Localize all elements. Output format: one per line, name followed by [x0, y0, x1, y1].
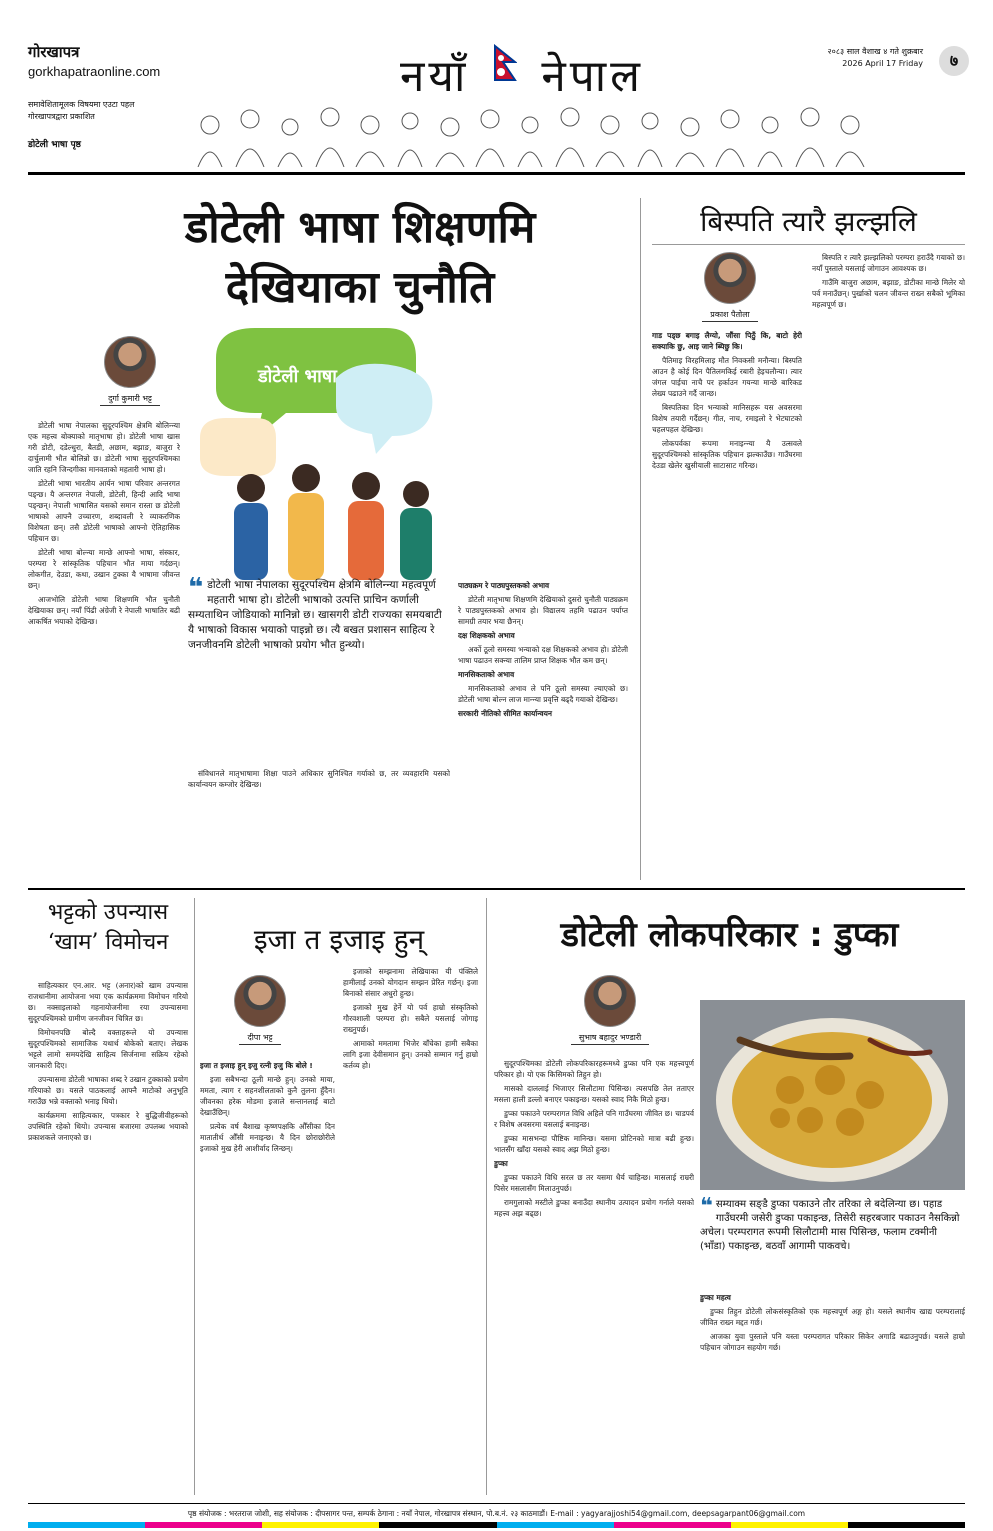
lead-headline: [100, 198, 620, 318]
lead-column-2: [458, 578, 628, 880]
lead-author: [80, 336, 180, 406]
paragraph: डोटेली भाषा नेपालका सुदूरपश्चिम क्षेत्रमि बोलिन्न्या एक महत्त्व बोक्याको मातृभाषा हो। डोटेली भाषा खास गरी डोटी, दडेल्धुरा, बैतडी, अछाम, बझाङ, बाजुरा रे दार्चुलामी भौत बोलिन्नो छ। डोटेली भाषा सुदूरपश्चिमका जाति रहनि जिन्दगीका मानवताको महतारी भाषा हो।: [28, 421, 180, 474]
subheading: मानसिकताको अभाव: [458, 670, 515, 679]
author-name: प्रकाश पैतोला: [702, 308, 757, 322]
author-name: सुभाष बहादुर भण्डारी: [571, 1031, 649, 1045]
section-label: डोटेली भाषा पृष्ठ: [28, 140, 81, 150]
doteli-bhasha-illustration: [196, 318, 446, 580]
lead-column-1: [28, 420, 180, 880]
paragraph: रामगुलाको मस्टीले डुप्का बनाउँदा स्थानीय उत्पादन प्रयोग गर्नाले यसको महत्त्व अझ बढ्छ।: [494, 1198, 694, 1218]
author-name: दीपा भट्ट: [239, 1031, 280, 1045]
yellow-mark: [731, 1522, 848, 1528]
paragraph: उपन्यासमा डोटेली भाषाका शब्द रे उखान टुक्काको प्रयोग गरियाको छ। यसले पाठकलाई आफ्नै माटोको अनुभूति गराउँछ भन्ने वक्ताको भनाइ थियो।: [28, 1075, 188, 1106]
title-right: नेपाल: [541, 51, 644, 102]
website-url[interactable]: gorkhapatraonline.com: [28, 64, 161, 79]
footer-credits: पृष्ठ संयोजक : भरतराज जोशी, सह संयोजक : दीपसागर पन्त, सम्पर्क ठेगाना : नयाँ नेपाल, गोरखापत्र संस्थान, पो.ब.नं. २३ काठमाडौं। E-mail : yagyarajjoshi54@gmail.com, deepsagarpant06@gmail.com: [28, 1503, 965, 1519]
paragraph: प्रत्येक वर्ष बैशाख कृष्णपक्षकि औँसीका दिन मातातीर्थ औँसी मनाइन्छ। यै दिन छोराछोरीले इजाको मुख हेरी आशीर्वाद लिन्छन्।: [200, 1122, 335, 1153]
title-left: नयाँ: [400, 51, 470, 102]
poem-column-1: [200, 1058, 335, 1495]
poem-lead: इजा त इजाइ हुन् इजु रत्नी इजु कि बोले !: [200, 1061, 313, 1070]
author-avatar: [704, 252, 756, 304]
dish-column-2: [700, 1290, 965, 1495]
paragraph: लोकपर्वका रूपमा मनाइन्न्या यै उत्सवले सुदूरपश्चिमको सांस्कृतिक पहिचान झल्काउँछ। गाउँघरमा देउडा खेलेर खुसीयाली साटासाट गरिन्छ।: [652, 439, 802, 470]
paragraph: पैतिमाइ विरहमिलाइ मौत निवकसी मनौन्या। बिस्पति आउन है कोई दिन पैतिलमकिई रबारी हेइचलौन्या। त्यार जंगल पाईचा नाचै पर हर्काउन गयन्या मान्छे बारिकड लेख्य पढाउने गर्दै जान्छ।: [652, 356, 802, 398]
author-avatar: [584, 975, 636, 1027]
opinion-rule: [652, 244, 965, 245]
tagline-line-2: गोरखापत्रद्वारा प्रकाशित: [28, 112, 95, 121]
pullquote-text: डोटेली भाषा नेपालका सुदूरपश्चिम क्षेत्रमि बोलिन्न्या महत्वपूर्ण महतारी भाषा हो। डोटेली भाषाको उत्पत्ति प्राचिन कर्णाली सम्यताथिन जोडियाको मानिन्नो छ। खासगरी डोटी राज्यका समयबाटी यै भाषाको विकास भयाको पाइन्नो छ। त्यै बखत प्रशासन साहित्य रे जनजीवनमि डोटेली भाषाको प्रयोग भौत हुन्थ्यो।: [188, 579, 442, 651]
poem-headline: इजा त इजाइ हुन्: [253, 923, 425, 956]
opinion-column-2: [812, 252, 965, 880]
section-rule: [28, 888, 965, 890]
paragraph: मानसिकताको अभाव ले पनि ठूलो समस्या ल्याएको छ। डोटेली भाषा बोल्न लाज मान्न्या प्रवृत्ति बढ्दै गयाको देखिन्छ।: [458, 684, 628, 704]
poem-author: [220, 975, 300, 1045]
tagline-line-1: समावेशितामूलक विषयमा एउटा पहल: [28, 100, 135, 109]
magenta-mark: [614, 1522, 731, 1528]
author-avatar: [104, 336, 156, 388]
subheading: डुप्का: [494, 1159, 508, 1168]
column-divider: [194, 898, 195, 1495]
subheading: सरकारी नीतिको सीमित कार्यान्वयन: [458, 709, 552, 718]
paragraph: डुप्का मासभन्दा पौष्टिक मानिन्छ। यसमा प्रोटिनको मात्रा बढी हुन्छ। भातसँग खाँदा यसको स्वाद अझ मिठो हुन्छ।: [494, 1134, 694, 1154]
column-divider: [486, 898, 487, 1495]
yellow-mark: [262, 1522, 379, 1528]
dish-column-1: [494, 1058, 694, 1495]
lead-headline-line-1: डोटेली भाषा शिक्षणमि: [184, 202, 536, 253]
paragraph: डुप्का पकाउने परम्परागत विधि अहिले पनि गाउँघरमा जीवित छ। चाडपर्व र विशेष अवसरमा यसलाई बनाइन्छ।: [494, 1109, 694, 1129]
dish-photo-caption: [700, 1194, 960, 1254]
paragraph: आमाको ममतामा भिजेर बाँचेका हामी सबैका लागि इजा देवीसमान हुन्। उनको सम्मान गर्नु हाम्रो कर्तव्य हो।: [343, 1039, 478, 1070]
paragraph: गाउँमि बाजुरा अछाम, बझाङ, डोटीका मान्छे मिलेर यो पर्व मनाउँछन्। पुर्खाको चलन जीवन्त राख्न सबैको भूमिका महत्वपूर्ण छ।: [812, 278, 965, 309]
paragraph: आजभोलि डोटेली भाषा शिक्षणमि भौत चुनौती देखियाका छन्। नयाँ पिंढी अंग्रेजी रे नेपाली भाषातिर बढी आकर्षित भयाको देखिन्छ।: [28, 595, 180, 626]
quote-icon: ❝: [188, 573, 204, 603]
quote-icon: ❝: [700, 1194, 713, 1219]
crowd-illustration: [190, 95, 890, 167]
paragraph: आजका युवा पुस्ताले पनि यस्ता परम्परागत परिकार सिकेर अगाडि बढाउनुपर्छ। यसले हाम्रो पहिचान जोगाउन सहयोग गर्छ।: [700, 1332, 965, 1352]
column-divider: [640, 198, 641, 880]
illustration-label: डोटेली भाषा: [258, 366, 337, 387]
paragraph: डोटेली भाषा भारतीय आर्यन भाषा परिवार अन्तरगत पड्न्छ। यै अन्तरगत नेपाली, डोटेली, हिन्दी आदि भाषा पड्न्छन्। नेपाली भाषासित यसको समान रास्ता छ डोटेली भाषाको आफ्नै उच्चारण, शब्दावली रे व्याकरणिक विशेषता छन्। तसै डोटेली भाषाको आफ्नो ऐतिहासिक पहिचान छ।: [28, 479, 180, 543]
opinion-column-1: [652, 328, 802, 880]
masthead-date: [828, 46, 923, 70]
opinion-lead: गाड पड्छ बगाइ लैग्यो, जौंसा पिठुँ कि, बाटो हेरी सक्याकि छु, आइ जाने ब्यिछु कि।: [652, 331, 802, 351]
nepal-flag-icon: [493, 44, 517, 84]
author-avatar: [234, 975, 286, 1027]
subheading: दक्ष शिक्षकको अभाव: [458, 631, 515, 640]
date-nepali: २०८३ साल वैशाख ४ गते शुक्रबार: [827, 47, 923, 56]
caption-text: सम्याक्म सङ्डै डुप्का पकाउने तौर तरिका ले बदेलिन्या छ। पहाड गाउँघरमी जसेरी डुप्का पकाइन्छ, तिसेरी सहरबजार पकाउन नैसकिन्नो अचेल। परम्परागत रूपमी सिलौटामी मास पिसिन्छ, फलाम टक्मीनी (भाँडा) पकाइन्छ, बठवाँ आगामी पाकवचे।: [700, 1199, 960, 1252]
novel-headline-line-2: ‘खाम’ विमोचन: [47, 930, 169, 955]
paragraph: सुदूरपश्चिमका डोटेली लोकपरिकारहरूमध्ये डुप्का पनि एक महत्त्वपूर्ण परिकार हो। यो एक किसिमको तिहुन हो।: [494, 1059, 694, 1079]
black-mark: [379, 1522, 496, 1528]
black-mark: [848, 1522, 965, 1528]
novel-headline: [28, 898, 188, 958]
paragraph: मासको दाललाई भिजाएर सिलौटामा पिसिन्छ। त्यसपछि तेल तताएर मसला हाली डल्लो बनाएर पकाइन्छ। यसको स्वाद निकै मिठो हुन्छ।: [494, 1084, 694, 1104]
dish-headline: डोटेली लोकपरिकार : डुप्का: [560, 915, 899, 955]
novel-headline-line-1: भट्टको उपन्यास: [47, 900, 169, 925]
cyan-mark: [28, 1522, 145, 1528]
paragraph: डोटेली भाषा बोल्न्या मान्छे आफ्नो भाषा, संस्कार, परम्परा रे सांस्कृतिक पहिचान भौत माया गर्दछन्। लोकगीत, देउडा, कथा, उखान टुक्का यै भाषामा जीवन्त छन्।: [28, 548, 180, 590]
paragraph: डुप्का पकाउने विधि सरल छ तर यसमा धैर्य चाहिन्छ। मासलाई राम्ररी पिसेर मसलासँग मिलाउनुपर्छ।: [494, 1173, 694, 1193]
poem-column-2: [343, 966, 478, 1495]
masthead-left: [28, 42, 198, 150]
page-number: ७: [939, 46, 969, 76]
date-english: 2026 April 17 Friday: [842, 59, 923, 68]
opinion-author: [690, 252, 770, 322]
lead-headline-line-2: देखियाका चुनौति: [225, 262, 495, 313]
subheading: पाठ्यक्रम रे पाठ्यपुस्तकको अभाव: [458, 581, 550, 590]
paragraph: इजाको मुख हेर्ने यो पर्व हाम्रो संस्कृतिको गौरवशाली परम्परा हो। सबैले यसलाई जोगाइ राख्नुपर्छ।: [343, 1003, 478, 1034]
subheading: डुप्का महत्व: [700, 1293, 731, 1302]
cyan-mark: [497, 1522, 614, 1528]
opinion-headline: बिस्पति त्यारै झल्झलि: [700, 205, 917, 238]
paragraph: इजा सबैभन्दा ठूली मान्छे हुन्। उनको माया, ममता, त्याग र सहनशीलताको कुनै तुलना हुँदैन। जीवनका हरेक मोडमा इजाले सन्तानलाई बाटो देखाउँछिन्।: [200, 1075, 335, 1117]
masthead: [0, 0, 993, 170]
paragraph: साहित्यकार एन.आर. भट्ट (अनार)को खाम उपन्यास राजधानीमा आयोजना भया एक कार्यक्रममा विमोचन गरियो छ। नक्साइलाको गहनायोजनीमा रया उपन्यासमा सुदूरपश्चिमको ग्रामीण जनजीवन चित्रित छ।: [28, 981, 188, 1023]
paragraph: डोटेली मातृभाषा शिक्षणमि देखियाको दुसरो चुनौती पाठ्यक्रम रे पाठ्यपुस्तकको अभाव हो। विद्यालय तहमि पढाउन पर्याप्त सामग्री तयार भया छैनन्।: [458, 595, 628, 626]
novel-column: [28, 980, 188, 1495]
lead-column-1b: [188, 768, 450, 880]
paper-name: गोरखापत्र: [28, 43, 80, 61]
author-name: दुर्गा कुमारी भट्ट: [100, 392, 160, 406]
tagline: [28, 99, 198, 123]
registration-marks: [28, 1522, 965, 1528]
magenta-mark: [145, 1522, 262, 1528]
paragraph: डुप्का तिहुन डोटेली लोकसंस्कृतिको एक महत्त्वपूर्ण अङ्ग हो। यसले स्थानीय खाद्य परम्परालाई जीवित राख्न मद्दत गर्छ।: [700, 1307, 965, 1327]
paragraph: कार्यक्रममा साहित्यकार, पत्रकार रे बुद्धिजीवीहरूको उपस्थिति रहेको थियो। उपन्यास बजारमा उपलब्ध भयाको प्रकाशकले जनाएको छ।: [28, 1111, 188, 1142]
lead-pullquote: [188, 573, 450, 653]
paragraph: इजाको सम्झनामा लेखियाका यी पंक्तिले हामीलाई उनको योगदान सम्झन प्रेरित गर्छन्। इजा बिनाको संसार अधुरो हुन्छ।: [343, 967, 478, 998]
paragraph: विमोचनपछि बोल्दै वक्ताहरूले यो उपन्यास सुदूरपश्चिमको सामाजिक यथार्थ बोकेको बताए। लेखक भट्टले लामो समयदेखि साहित्य सिर्जनामा सक्रिय रहेको जानकारी दिए।: [28, 1028, 188, 1070]
dupka-dish-photo: [700, 1000, 965, 1190]
masthead-rule: [28, 172, 965, 175]
paragraph: अर्को ठूलो समस्या भन्याको दक्ष शिक्षकको अभाव हो। डोटेली भाषा पढाउन सक्न्या तालिम प्राप्त शिक्षक भौत कम छन्।: [458, 645, 628, 665]
paragraph: बिस्पतिका दिन भन्याको मानिसहरू यस अवसरमा विशेष तयारी गर्दैछन्। गीत, नाच, रमाइलो रे भेटघाटको चहलपहल देखिन्छ।: [652, 403, 802, 434]
paragraph: संविधानले मातृभाषामा शिक्षा पाउने अधिकार सुनिश्चित गर्याको छ, तर व्यवहारमि यसको कार्यान्वयन कम्जोर देखिन्छ।: [188, 769, 450, 789]
paragraph: बिस्पति र त्यारै झल्झलिको परम्परा हराउँदै गयाको छ। नयाँ पुस्ताले यसलाई जोगाउन आवश्यक छ।: [812, 253, 965, 273]
dish-author: [560, 975, 660, 1045]
